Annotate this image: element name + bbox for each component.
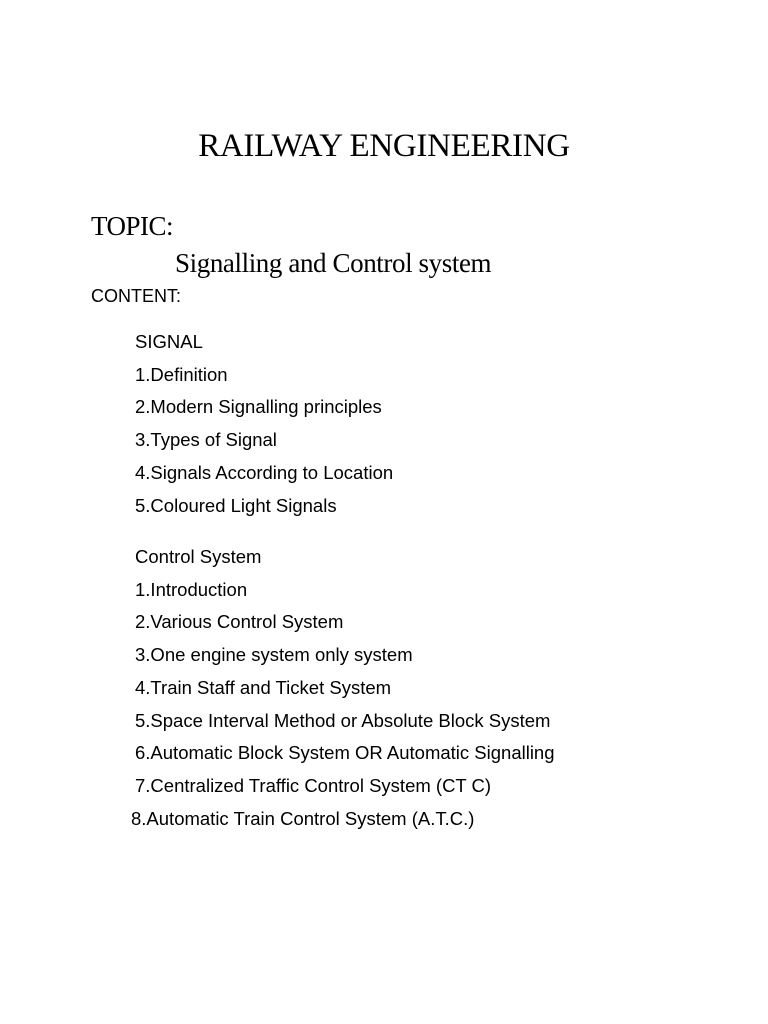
list-item: 4.Train Staff and Ticket System — [135, 676, 392, 698]
list-item: 3.Types of Signal — [135, 429, 277, 451]
topic-title: Signalling and Control system — [175, 248, 492, 278]
section-heading-control-system: Control System — [135, 546, 262, 567]
section-heading-signal: SIGNAL — [135, 331, 203, 352]
list-item: 7.Centralized Traffic Control System (CT C) — [135, 774, 492, 796]
signal-section — [135, 326, 393, 522]
control-system-section — [131, 541, 555, 835]
topic-label: TOPIC: — [91, 211, 174, 241]
list-item: 4.Signals According to Location — [135, 461, 394, 483]
list-item: 5.Coloured Light Signals — [135, 494, 337, 516]
list-item: 2.Various Control System — [135, 611, 344, 633]
list-item: 6.Automatic Block System OR Automatic Signalling — [135, 742, 555, 764]
content-label: CONTENT: — [91, 286, 181, 306]
list-item: 1.Introduction — [135, 578, 248, 600]
list-item: 1.Definition — [135, 363, 228, 385]
list-item: 2.Modern Signalling principles — [135, 396, 382, 418]
list-item: 3.One engine system only system — [135, 644, 413, 666]
list-item: 8.Automatic Train Control System (A.T.C.) — [131, 807, 475, 829]
list-item: 5.Space Interval Method or Absolute Block System — [135, 709, 551, 731]
page-title: RAILWAY ENGINEERING — [198, 128, 570, 164]
